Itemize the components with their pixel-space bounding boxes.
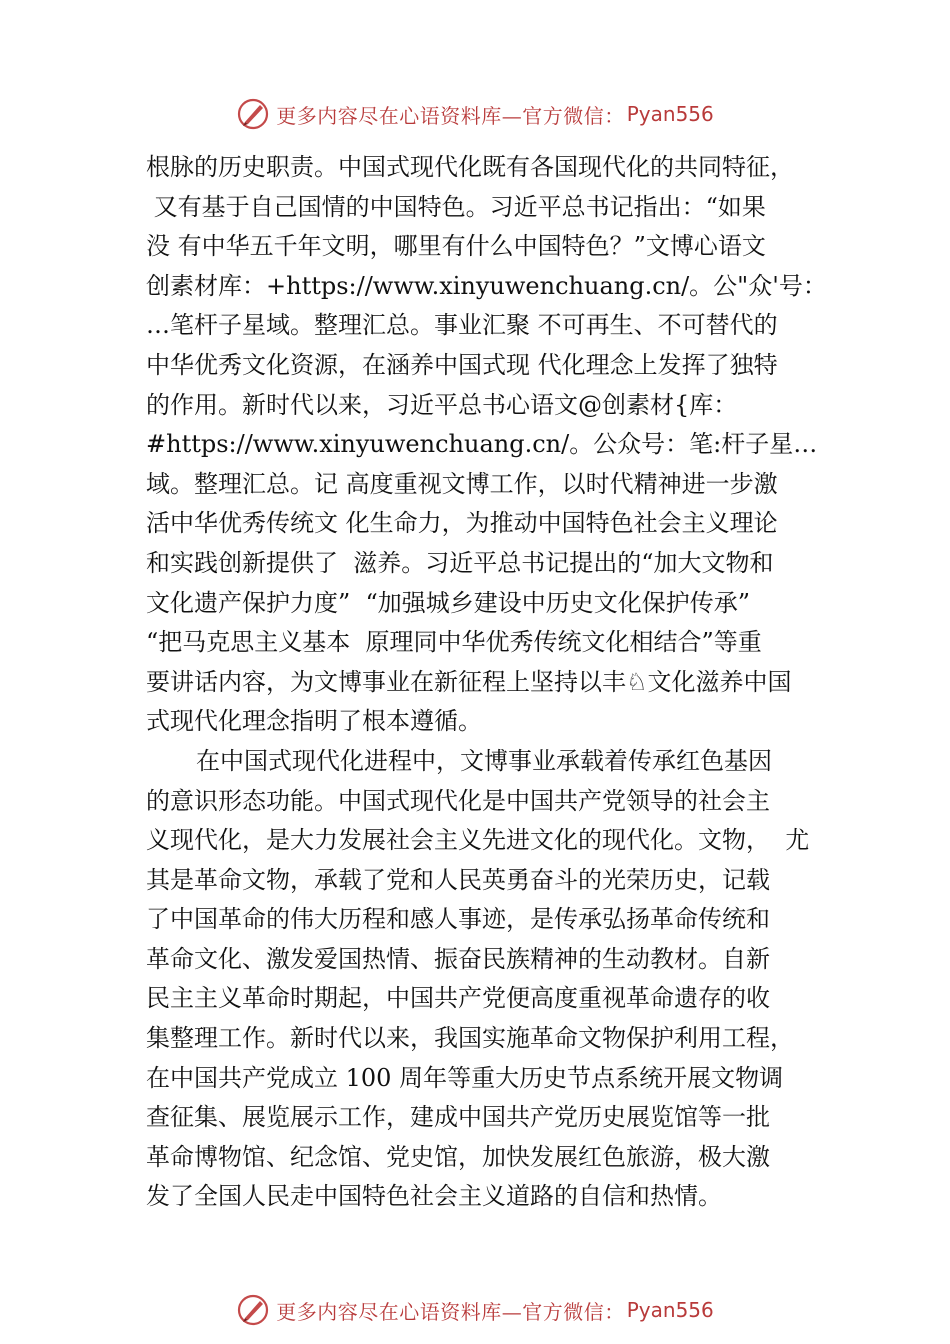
text-line: 义现代化，是大力发展社会主义先进文化的现代化。文物， 尤 — [146, 826, 810, 855]
footer-banner-text: 更多内容尽在心语资料库—官方微信： — [276, 1299, 625, 1324]
text-line: …笔杆子星域。整理汇总。事业汇聚 不可再生、不可替代的 — [146, 311, 778, 340]
header-wechat-id: Pyan556 — [626, 102, 714, 126]
text-line: 根脉的历史职责。中国式现代化既有各国现代化的共同特征， — [146, 153, 794, 181]
text-line: 其是革命文物，承载了党和人民英勇奋斗的光荣历史，记载 — [146, 865, 770, 894]
text-line: 和实践创新提供了 滋养。习近平总书记提出的“加大文物和 — [146, 548, 774, 577]
text-line: 在中国式现代化进程中，文博事业承载着传承红色基因 — [196, 746, 772, 775]
text-line: 了中国革命的伟大历程和感人事迹，是传承弘扬革命传统和 — [146, 905, 770, 934]
text-line: 活中华优秀传统文 化生命力，为推动中国特色社会主义理论 — [146, 509, 778, 538]
text-line: 革命博物馆、纪念馆、党史馆，加快发展红色旅游，极大激 — [146, 1142, 770, 1171]
text-line: 没 有中华五千年文明，哪里有什么中国特色？”文博心语文 — [146, 232, 766, 261]
text-line: 域。整理汇总。记 高度重视文博工作，以时代精神进一步激 — [146, 469, 778, 498]
text-line: 的意识形态功能。中国式现代化是中国共产党领导的社会主 — [146, 786, 770, 815]
text-line: 的作用。新时代以来，习近平总书心语文@创素材{库： — [146, 390, 738, 419]
text-line: 式现代化理念指明了根本遵循。 — [146, 707, 482, 736]
text-line: 在中国共产党成立 100 周年等重大历史节点系统开展文物调 — [146, 1063, 784, 1092]
pen-logo-icon — [236, 1293, 270, 1327]
text-line: 发了全国人民走中国特色社会主义道路的自信和热情。 — [146, 1182, 722, 1211]
header-banner-text: 更多内容尽在心语资料库—官方微信： — [276, 103, 625, 128]
text-line: 集整理工作。新时代以来，我国实施革命文物保护利用工程， — [146, 1024, 794, 1053]
document-body — [146, 148, 831, 1217]
text-line: #https://www.xinyuwenchuang.cn/。公众号：笔:杆子星… — [146, 430, 818, 459]
header-banner — [0, 94, 950, 134]
text-line: “把马克思主义基本 原理同中华优秀传统文化相结合”等重 — [146, 628, 762, 657]
text-line: 中华优秀文化资源，在涵养中国式现 代化理念上发挥了独特 — [146, 350, 778, 379]
footer-banner — [0, 1290, 950, 1330]
text-line: 又有基于自己国情的中国特色。习近平总书记指出：“如果 — [146, 192, 766, 221]
pen-logo-icon — [236, 97, 270, 131]
paragraph-1 — [146, 148, 831, 742]
text-line: 查征集、展览展示工作，建成中国共产党历史展览馆等一批 — [146, 1103, 770, 1132]
paragraph-2 — [146, 742, 831, 1217]
footer-wechat-id: Pyan556 — [626, 1298, 714, 1322]
text-line: 文化遗产保护力度” “加强城乡建设中历史文化保护传承” — [146, 588, 751, 617]
text-line: 要讲话内容，为文博事业在新征程上坚持以丰♘文化滋养中国 — [146, 667, 792, 696]
text-line: 民主主义革命时期起，中国共产党便高度重视革命遗存的收 — [146, 984, 770, 1013]
text-line: 创素材库：+https://www.xinyuwenchuang.cn/。公"众'号： — [146, 271, 827, 300]
text-line: 革命文化、激发爱国热情、振奋民族精神的生动教材。自新 — [146, 944, 770, 973]
